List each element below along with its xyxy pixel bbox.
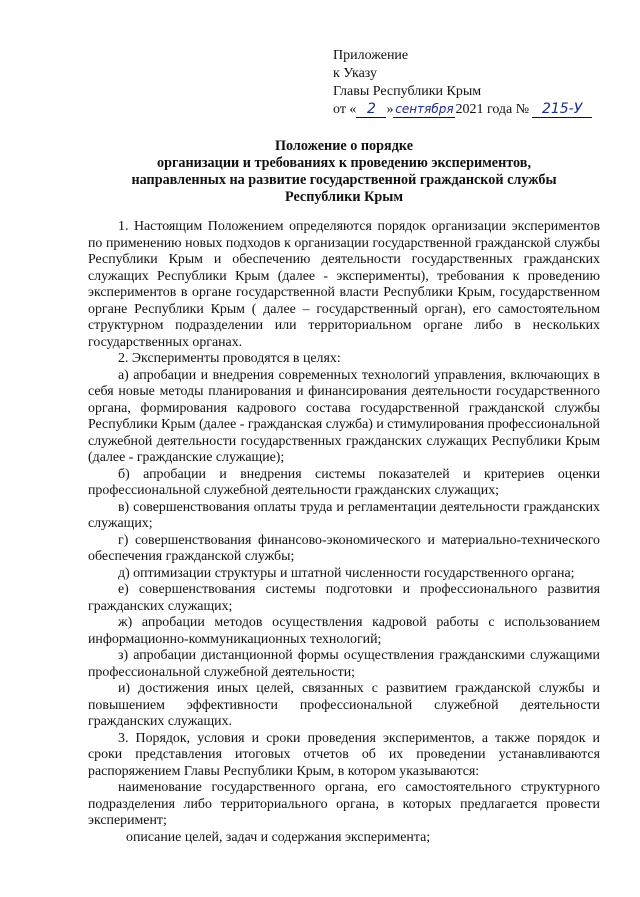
paragraph-3-item-2: описание целей, задач и содержания эксперимента; xyxy=(126,829,431,845)
paragraph-3-item-1: наименование государственного органа, его самостоятельного структурного подразделения либо территориального органа, в которых предлагается провести эксперимент; xyxy=(88,780,600,828)
number-handwritten: 215-У xyxy=(541,101,583,117)
date-mid: » xyxy=(386,102,394,117)
item-v: в) совершенствования оплаты труда и регламентации деятельности гражданских служащих; xyxy=(88,499,600,531)
annex-issuer: Главы Республики Крым xyxy=(333,84,482,99)
title-line-2: организации и требованиях к проведению экспериментов, xyxy=(156,155,531,171)
decree-number xyxy=(532,102,592,118)
paragraph-2: 2. Эксперименты проводятся в целях: xyxy=(118,351,341,366)
item-a: а) апробации и внедрения современных технологий управления, включающих в себя новые методы планирования и финансирования деятельности государственного органа, формирования кадрового состава государственной гражданской службы Республики Крым (далее - гражданская служба) и стимулирования профессиональной служебной деятельности государственных гражданских служащих Республики Крым (далее - гражданские служащие); xyxy=(88,367,600,465)
item-zh: ж) апробации методов осуществления кадровой работы с использованием информационно-коммуникационных технологий; xyxy=(88,615,600,647)
item-e: е) совершенствования системы подготовки и профессионального развития гражданских служащих; xyxy=(88,582,600,614)
item-z: з) апробации дистанционной формы осуществления гражданскими служащими профессиональной служебной деятельности; xyxy=(88,648,600,680)
title-line-3: направленных на развитие государственной гражданской службы xyxy=(131,172,557,188)
item-i: и) достижения иных целей, связанных с развитием гражданской службы и повышением эффективности профессиональной служебной деятельности гражданских служащих. xyxy=(88,681,600,729)
annex-title: Приложение xyxy=(333,48,409,63)
title-line-1: Положение о порядке xyxy=(274,138,413,154)
paragraph-1: 1. Настоящим Положением определяются порядок организации экспериментов по применению новых подходов к организации государственной гражданской службы Республики Крым и обеспечению деятельности государственных гражданских служащих Республики Крым (далее - эксперименты), требования к проведению экспериментов в органе государственной власти Республики Крым, государственном органе Республики Крым ( далее – государственный орган), его самостоятельном структурном подразделении или территориальном органе либо в нескольких государственных органах. xyxy=(88,219,600,350)
item-b: б) апробации и внедрения системы показателей и критериев оценки профессиональной служебной деятельности гражданских служащих; xyxy=(88,466,600,498)
document-title xyxy=(88,138,600,206)
date-month xyxy=(393,102,455,118)
date-day xyxy=(356,102,386,118)
document-body xyxy=(88,219,600,846)
date-prefix: от « xyxy=(333,102,357,117)
annex-decree-ref: к Указу xyxy=(333,66,378,81)
item-g: г) совершенствования финансово-экономического и материально-технического обеспечения гражданской службы; xyxy=(88,532,600,564)
title-line-4: Республики Крым xyxy=(284,189,404,205)
item-d: д) оптимизации структуры и штатной численности государственного органа; xyxy=(118,565,575,581)
annex-block xyxy=(333,47,592,119)
date-year: 2021 года № xyxy=(455,102,530,117)
day-handwritten: 2 xyxy=(366,101,376,117)
month-handwritten: сентября xyxy=(395,102,454,116)
paragraph-3: 3. Порядок, условия и сроки проведения экспериментов, а также порядок и сроки представления итоговых отчетов об их проведении устанавливаются распоряжением Главы Республики Крым, в котором указываются: xyxy=(88,730,600,779)
annex-date-line xyxy=(333,101,592,119)
